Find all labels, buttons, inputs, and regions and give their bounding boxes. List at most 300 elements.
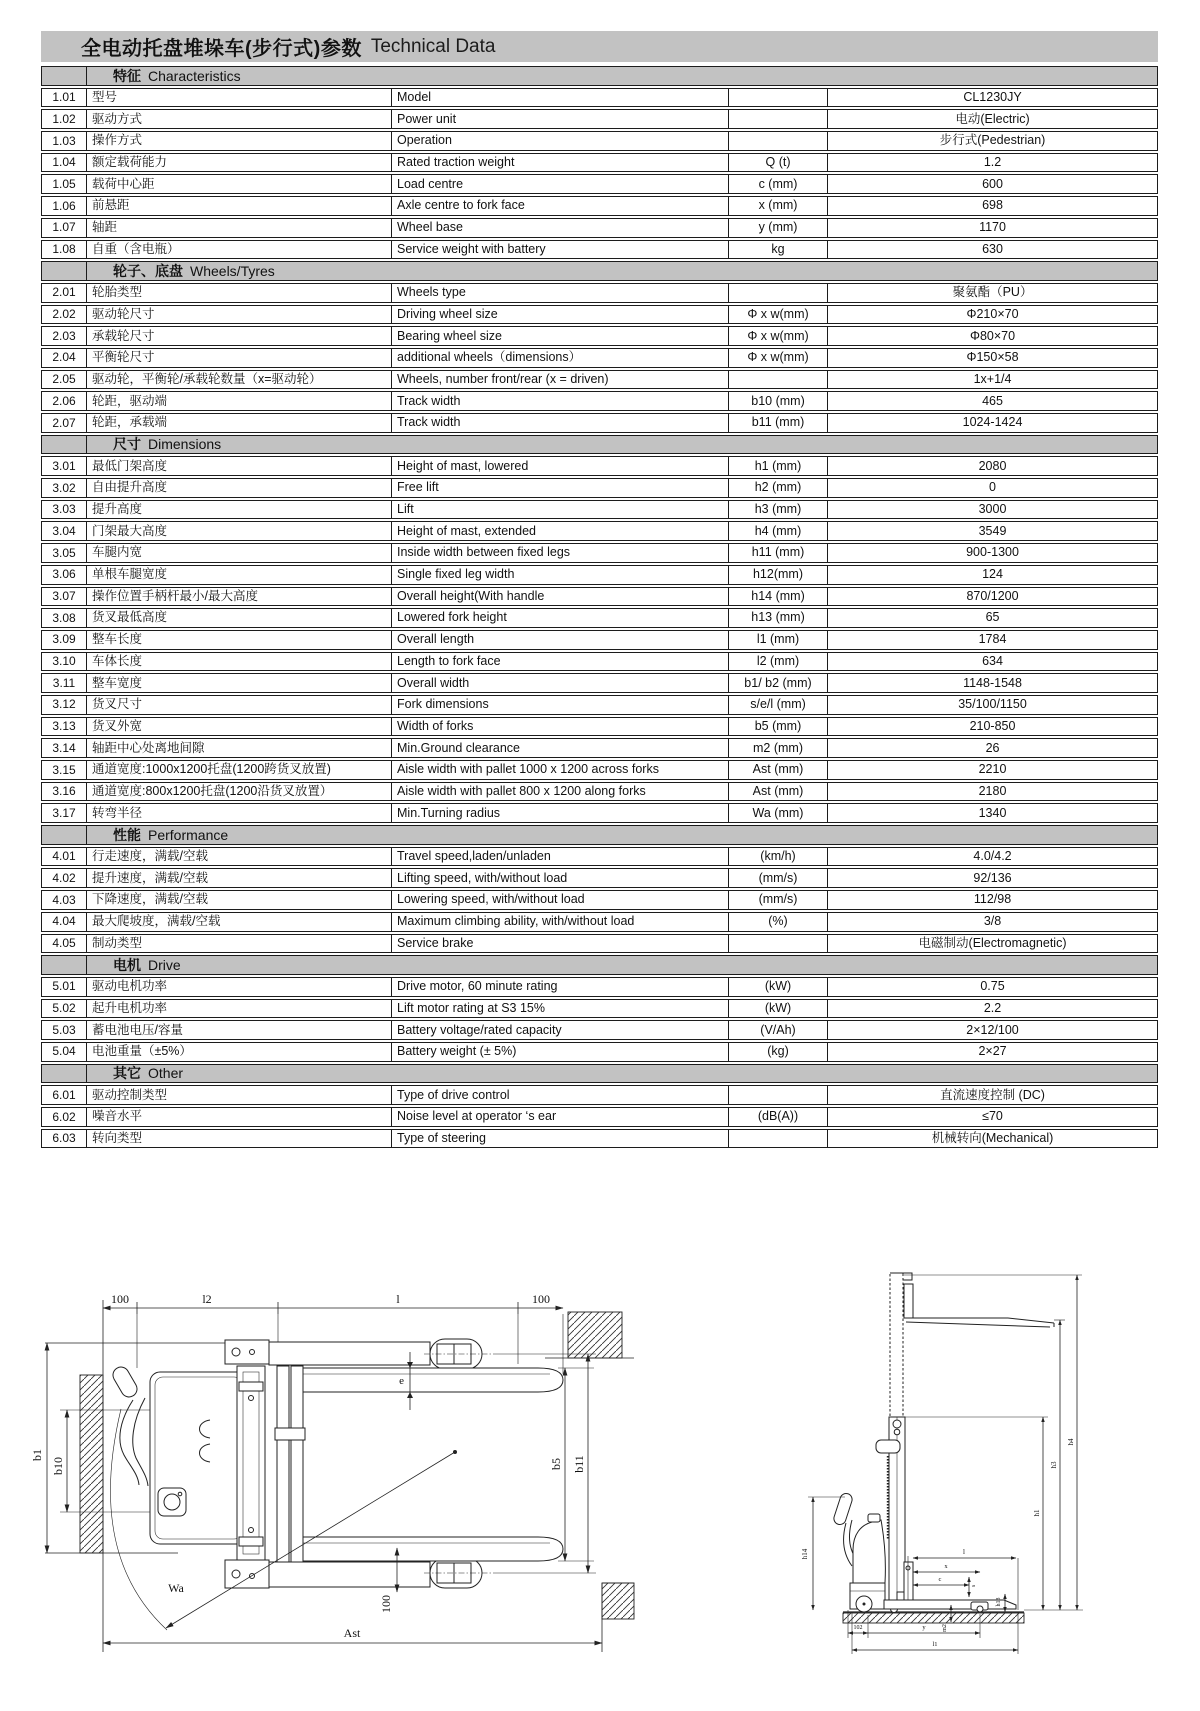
row-value: Φ210×70: [828, 305, 1158, 325]
stacker-top-view: [110, 1339, 563, 1588]
dim-b5-label: b5: [549, 1458, 563, 1470]
section-no-cell: [41, 261, 87, 281]
row-label-en: Min.Ground clearance: [392, 738, 729, 758]
table-row: [41, 695, 1158, 715]
row-value: 3549: [828, 521, 1158, 541]
row-label-zh: 平衡轮尺寸: [87, 348, 392, 368]
row-label-en: Min.Turning radius: [392, 803, 729, 823]
section-label-zh: 其它: [113, 1065, 141, 1082]
row-number: 3.16: [41, 782, 87, 802]
row-label-zh: 轮距，承载端: [87, 413, 392, 433]
row-unit: [729, 934, 828, 954]
table-row: [41, 478, 1158, 498]
section-row: [41, 955, 1158, 975]
forks-top-view: [303, 1368, 563, 1561]
row-label-zh: 型号: [87, 88, 392, 108]
row-value: 124: [828, 565, 1158, 585]
stacker-side-view: [832, 1273, 1054, 1613]
row-number: 3.05: [41, 543, 87, 563]
dim-h13-label: h13: [996, 1597, 1002, 1607]
row-label-zh: 承载轮尺寸: [87, 326, 392, 346]
table-row: [41, 131, 1158, 151]
row-label-zh: 门架最大高度: [87, 521, 392, 541]
section-label-en: Drive: [148, 956, 181, 973]
row-number: 6.03: [41, 1129, 87, 1149]
section-label-zh: 尺寸: [113, 436, 141, 453]
table-row: [41, 1020, 1158, 1040]
row-label-en: Service brake: [392, 934, 729, 954]
row-unit: Ast (mm): [729, 760, 828, 780]
page-title-zh: 全电动托盘堆垛车(步行式)参数: [81, 38, 362, 60]
row-value: 3000: [828, 500, 1158, 520]
page-title-bar: [41, 31, 1158, 62]
row-number: 6.02: [41, 1107, 87, 1127]
row-label-en: Aisle width with pallet 1000 x 1200 across forks: [392, 760, 729, 780]
row-number: 3.14: [41, 738, 87, 758]
row-number: 1.07: [41, 218, 87, 238]
table-row: [41, 240, 1158, 260]
row-value: 630: [828, 240, 1158, 260]
row-unit: Q (t): [729, 153, 828, 173]
row-unit: b5 (mm): [729, 717, 828, 737]
table-row: [41, 999, 1158, 1019]
row-value: 870/1200: [828, 587, 1158, 607]
table-row: [41, 326, 1158, 346]
row-label-zh: 轴距: [87, 218, 392, 238]
row-label-en: Overall width: [392, 673, 729, 693]
section-no-cell: [41, 435, 87, 455]
row-value: 1.2: [828, 153, 1158, 173]
row-unit: h13 (mm): [729, 608, 828, 628]
table-row: [41, 565, 1158, 585]
row-label-zh: 驱动轮，平衡轮/承载轮数量（x=驱动轮）: [87, 370, 392, 390]
ast-dimension: [103, 1626, 602, 1643]
row-unit: h1 (mm): [729, 456, 828, 476]
row-label-en: Power unit: [392, 109, 729, 129]
row-unit: Φ x w(mm): [729, 305, 828, 325]
row-value: Φ150×58: [828, 348, 1158, 368]
dim-x-label: x: [944, 1563, 948, 1570]
row-number: 5.02: [41, 999, 87, 1019]
row-unit: m2 (mm): [729, 738, 828, 758]
table-row: [41, 153, 1158, 173]
row-label-en: Lowering speed, with/without load: [392, 890, 729, 910]
row-label-en: Aisle width with pallet 800 x 1200 along forks: [392, 782, 729, 802]
row-value: 0.75: [828, 977, 1158, 997]
row-value: 机械转向(Mechanical): [828, 1129, 1158, 1149]
section-label-en: Characteristics: [148, 67, 241, 84]
row-unit: kg: [729, 240, 828, 260]
row-label-zh: 最低门架高度: [87, 456, 392, 476]
row-label-zh: 额定载荷能力: [87, 153, 392, 173]
dim-h1-label: h1: [1033, 1509, 1041, 1517]
row-value: 2180: [828, 782, 1158, 802]
row-value: 直流速度控制 (DC): [828, 1085, 1158, 1105]
table-row: [41, 738, 1158, 758]
row-value: 2210: [828, 760, 1158, 780]
row-label-en: Battery weight (± 5%): [392, 1042, 729, 1062]
row-number: 3.02: [41, 478, 87, 498]
row-unit: (V/Ah): [729, 1020, 828, 1040]
row-unit: [729, 131, 828, 151]
row-label-zh: 操作位置手柄杆最小/最大高度: [87, 587, 392, 607]
row-unit: l1 (mm): [729, 630, 828, 650]
table-row: [41, 391, 1158, 411]
row-unit: y (mm): [729, 218, 828, 238]
row-number: 2.07: [41, 413, 87, 433]
row-value: 步行式(Pedestrian): [828, 131, 1158, 151]
section-label-zh: 性能: [113, 826, 141, 843]
table-row: [41, 283, 1158, 303]
row-unit: h11 (mm): [729, 543, 828, 563]
row-number: 4.02: [41, 868, 87, 888]
section-row: [41, 1064, 1158, 1084]
row-value: CL1230JY: [828, 88, 1158, 108]
row-value: 26: [828, 738, 1158, 758]
row-label-en: Lift: [392, 500, 729, 520]
section-label-en: Performance: [148, 826, 229, 843]
table-row: [41, 760, 1158, 780]
row-number: 3.04: [41, 521, 87, 541]
row-number: 3.12: [41, 695, 87, 715]
table-row: [41, 803, 1158, 823]
row-label-zh: 货叉外宽: [87, 717, 392, 737]
table-row: [41, 890, 1158, 910]
row-number: 5.03: [41, 1020, 87, 1040]
dim-h3-label: h3: [1050, 1461, 1058, 1469]
row-label-en: Free lift: [392, 478, 729, 498]
table-row: [41, 348, 1158, 368]
row-label-en: Load centre: [392, 174, 729, 194]
row-label-zh: 通道宽度:800x1200托盘(1200沿货叉放置）: [87, 782, 392, 802]
spec-table: [41, 64, 1158, 1150]
table-row: [41, 673, 1158, 693]
row-value: 1x+1/4: [828, 370, 1158, 390]
row-unit: b1/ b2 (mm): [729, 673, 828, 693]
row-label-en: Maximum climbing ability, with/without load: [392, 912, 729, 932]
row-value: 3/8: [828, 912, 1158, 932]
table-row: [41, 587, 1158, 607]
section-no-cell: [41, 1064, 87, 1084]
row-number: 2.01: [41, 283, 87, 303]
row-unit: (mm/s): [729, 868, 828, 888]
row-label-en: Length to fork face: [392, 652, 729, 672]
row-unit: [729, 283, 828, 303]
table-row: [41, 305, 1158, 325]
row-label-en: Type of steering: [392, 1129, 729, 1149]
row-number: 3.17: [41, 803, 87, 823]
row-unit: b11 (mm): [729, 413, 828, 433]
row-label-en: Travel speed,laden/unladen: [392, 847, 729, 867]
row-value: ≤70: [828, 1107, 1158, 1127]
row-label-en: Battery voltage/rated capacity: [392, 1020, 729, 1040]
row-unit: s/e/l (mm): [729, 695, 828, 715]
dim-c-label: c: [938, 1576, 942, 1583]
row-number: 3.01: [41, 456, 87, 476]
row-value: 900-1300: [828, 543, 1158, 563]
dim-100-bottom-label: 100: [379, 1595, 393, 1613]
row-number: 3.06: [41, 565, 87, 585]
row-number: 3.11: [41, 673, 87, 693]
table-row: [41, 196, 1158, 216]
row-number: 1.02: [41, 109, 87, 129]
row-label-zh: 轮距，驱动端: [87, 391, 392, 411]
row-label-en: additional wheels（dimensions）: [392, 348, 729, 368]
row-label-zh: 货叉最低高度: [87, 608, 392, 628]
table-row: [41, 717, 1158, 737]
dim-100-right-label: 100: [532, 1292, 550, 1306]
row-value: 2×27: [828, 1042, 1158, 1062]
row-number: 3.10: [41, 652, 87, 672]
row-label-en: Overall length: [392, 630, 729, 650]
table-row: [41, 521, 1158, 541]
dim-y-label: y: [922, 1624, 926, 1631]
row-label-en: Driving wheel size: [392, 305, 729, 325]
row-number: 2.05: [41, 370, 87, 390]
row-value: 634: [828, 652, 1158, 672]
row-number: 3.09: [41, 630, 87, 650]
table-row: [41, 109, 1158, 129]
row-number: 1.01: [41, 88, 87, 108]
row-label-en: Wheels, number front/rear (x = driven): [392, 370, 729, 390]
row-unit: h4 (mm): [729, 521, 828, 541]
row-unit: h14 (mm): [729, 587, 828, 607]
row-value: 2×12/100: [828, 1020, 1158, 1040]
row-label-en: Width of forks: [392, 717, 729, 737]
row-label-zh: 整车宽度: [87, 673, 392, 693]
row-number: 1.03: [41, 131, 87, 151]
page-title-en: Technical Data: [370, 35, 496, 57]
dim-m2-label: m2: [942, 1624, 948, 1632]
row-label-en: Operation: [392, 131, 729, 151]
table-row: [41, 977, 1158, 997]
row-label-zh: 转向类型: [87, 1129, 392, 1149]
row-value: 92/136: [828, 868, 1158, 888]
dim-100-left-label: 100: [111, 1292, 129, 1306]
row-number: 2.04: [41, 348, 87, 368]
section-label: [87, 261, 1158, 281]
row-number: 2.02: [41, 305, 87, 325]
row-value: 1024-1424: [828, 413, 1158, 433]
row-number: 1.05: [41, 174, 87, 194]
section-label-zh: 特征: [113, 67, 141, 84]
row-label-en: Track width: [392, 391, 729, 411]
row-unit: x (mm): [729, 196, 828, 216]
table-row: [41, 218, 1158, 238]
table-row: [41, 608, 1158, 628]
top-view-drawing: [28, 1280, 640, 1670]
row-label-en: Lift motor rating at S3 15%: [392, 999, 729, 1019]
row-unit: Φ x w(mm): [729, 326, 828, 346]
row-unit: (kW): [729, 999, 828, 1019]
row-unit: [729, 109, 828, 129]
row-value: 65: [828, 608, 1158, 628]
section-label-zh: 电机: [113, 956, 141, 973]
row-number: 1.04: [41, 153, 87, 173]
row-label-zh: 通道宽度:1000x1200托盘(1200跨货叉放置): [87, 760, 392, 780]
section-row: [41, 261, 1158, 281]
row-number: 3.15: [41, 760, 87, 780]
dim-102-label: 102: [853, 1625, 863, 1631]
table-row: [41, 543, 1158, 563]
table-row: [41, 500, 1158, 520]
row-unit: Wa (mm): [729, 803, 828, 823]
dim-b11-label: b11: [572, 1455, 586, 1473]
row-unit: b10 (mm): [729, 391, 828, 411]
table-row: [41, 934, 1158, 954]
row-label-en: Wheels type: [392, 283, 729, 303]
row-label-en: Single fixed leg width: [392, 565, 729, 585]
row-number: 4.01: [41, 847, 87, 867]
dim-h14-label: h14: [801, 1548, 809, 1560]
row-value: 0: [828, 478, 1158, 498]
row-number: 3.03: [41, 500, 87, 520]
row-label-zh: 提升高度: [87, 500, 392, 520]
section-label: [87, 1064, 1158, 1084]
section-label-en: Wheels/Tyres: [190, 262, 275, 279]
section-label: [87, 955, 1158, 975]
row-label-zh: 操作方式: [87, 131, 392, 151]
dim-l-label: l: [963, 1548, 965, 1556]
ground: [843, 1612, 1024, 1623]
row-value: 1148-1548: [828, 673, 1158, 693]
row-label-zh: 驱动控制类型: [87, 1085, 392, 1105]
row-label-zh: 驱动轮尺寸: [87, 305, 392, 325]
dim-l2-label: l2: [202, 1292, 212, 1306]
row-label-en: Lifting speed, with/without load: [392, 868, 729, 888]
row-label-en: Height of mast, lowered: [392, 456, 729, 476]
section-label-en: Other: [148, 1065, 184, 1082]
row-label-en: Service weight with battery: [392, 240, 729, 260]
row-label-en: Bearing wheel size: [392, 326, 729, 346]
row-label-zh: 轮胎类型: [87, 283, 392, 303]
row-value: 465: [828, 391, 1158, 411]
row-label-en: Type of drive control: [392, 1085, 729, 1105]
table-row: [41, 456, 1158, 476]
row-value: 600: [828, 174, 1158, 194]
row-value: 35/100/1150: [828, 695, 1158, 715]
row-label-en: Rated traction weight: [392, 153, 729, 173]
table-row: [41, 847, 1158, 867]
section-label: [87, 825, 1158, 845]
section-label: [87, 66, 1158, 86]
row-number: 4.05: [41, 934, 87, 954]
row-label-zh: 转弯半径: [87, 803, 392, 823]
row-number: 1.08: [41, 240, 87, 260]
section-label: [87, 435, 1158, 455]
row-number: 2.06: [41, 391, 87, 411]
row-unit: [729, 88, 828, 108]
section-no-cell: [41, 955, 87, 975]
row-unit: c (mm): [729, 174, 828, 194]
row-value: 2.2: [828, 999, 1158, 1019]
row-unit: (kW): [729, 977, 828, 997]
row-value: 电动(Electric): [828, 109, 1158, 129]
section-row: [41, 825, 1158, 845]
spec-table-body: [41, 66, 1158, 1148]
row-number: 4.04: [41, 912, 87, 932]
table-row: [41, 912, 1158, 932]
table-row: [41, 868, 1158, 888]
row-unit: [729, 1085, 828, 1105]
row-number: 5.01: [41, 977, 87, 997]
row-label-zh: 行走速度，满载/空载: [87, 847, 392, 867]
section-label-zh: 轮子、底盘: [113, 262, 183, 279]
row-label-zh: 轴距中心处离地间隙: [87, 738, 392, 758]
row-label-en: Track width: [392, 413, 729, 433]
table-row: [41, 1042, 1158, 1062]
row-unit: h3 (mm): [729, 500, 828, 520]
section-row: [41, 435, 1158, 455]
dim-wa-label: Wa: [168, 1581, 184, 1595]
row-unit: [729, 370, 828, 390]
row-label-zh: 驱动电机功率: [87, 977, 392, 997]
table-row: [41, 782, 1158, 802]
row-value: Φ80×70: [828, 326, 1158, 346]
row-label-zh: 载荷中心距: [87, 174, 392, 194]
row-label-zh: 提升速度，满载/空载: [87, 868, 392, 888]
row-unit: (mm/s): [729, 890, 828, 910]
row-label-en: Drive motor, 60 minute rating: [392, 977, 729, 997]
table-row: [41, 1129, 1158, 1149]
row-label-en: Overall height(With handle: [392, 587, 729, 607]
row-number: 3.13: [41, 717, 87, 737]
row-value: 1340: [828, 803, 1158, 823]
table-row: [41, 370, 1158, 390]
row-value: 聚氨酯（PU）: [828, 283, 1158, 303]
row-unit: h12(mm): [729, 565, 828, 585]
row-value: 1784: [828, 630, 1158, 650]
row-number: 3.08: [41, 608, 87, 628]
dim-b1-label: b1: [30, 1449, 44, 1461]
dim-ast-label: Ast: [343, 1626, 361, 1640]
row-label-zh: 货叉尺寸: [87, 695, 392, 715]
dim-e-label: e: [399, 1375, 404, 1387]
row-label-en: Fork dimensions: [392, 695, 729, 715]
row-unit: (%): [729, 912, 828, 932]
row-unit: [729, 1129, 828, 1149]
row-value: 1170: [828, 218, 1158, 238]
row-label-zh: 电池重量（±5%）: [87, 1042, 392, 1062]
row-number: 4.03: [41, 890, 87, 910]
row-unit: (km/h): [729, 847, 828, 867]
row-number: 2.03: [41, 326, 87, 346]
row-unit: (kg): [729, 1042, 828, 1062]
row-number: 6.01: [41, 1085, 87, 1105]
row-label-en: Model: [392, 88, 729, 108]
row-label-zh: 制动类型: [87, 934, 392, 954]
row-label-zh: 车腿内宽: [87, 543, 392, 563]
dim-l-label: l: [396, 1292, 400, 1306]
section-label-en: Dimensions: [148, 436, 222, 453]
row-number: 3.07: [41, 587, 87, 607]
row-label-zh: 单根车腿宽度: [87, 565, 392, 585]
row-label-zh: 蓄电池电压/容量: [87, 1020, 392, 1040]
section-no-cell: [41, 825, 87, 845]
row-label-en: Axle centre to fork face: [392, 196, 729, 216]
side-height-dimensions: [801, 1275, 1083, 1610]
row-value: 210-850: [828, 717, 1158, 737]
row-value: 电磁制动(Electromagnetic): [828, 934, 1158, 954]
table-row: [41, 652, 1158, 672]
row-unit: Φ x w(mm): [729, 348, 828, 368]
dim-b10-label: b10: [51, 1457, 65, 1475]
section-row: [41, 66, 1158, 86]
row-label-zh: 自由提升高度: [87, 478, 392, 498]
row-unit: h2 (mm): [729, 478, 828, 498]
row-unit: (dB(A)): [729, 1107, 828, 1127]
row-label-en: Lowered fork height: [392, 608, 729, 628]
